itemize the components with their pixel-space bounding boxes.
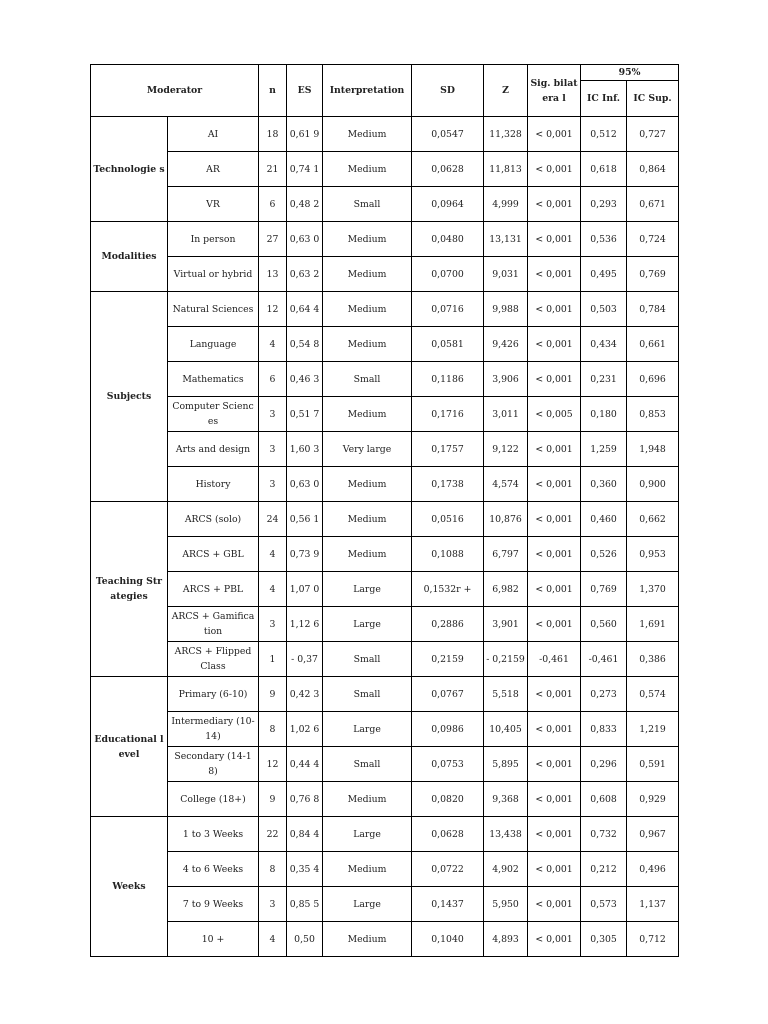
interpretation-cell: Medium (323, 257, 412, 292)
header-es: ES (287, 65, 323, 117)
ic-sup-cell: 0,591 (627, 747, 679, 782)
ic-inf-cell: 0,212 (581, 852, 627, 887)
es-cell: 0,42 3 (287, 677, 323, 712)
table-row (91, 922, 679, 957)
ic-sup-cell: 0,967 (627, 817, 679, 852)
z-cell: 9,031 (484, 257, 528, 292)
z-cell: 5,518 (484, 677, 528, 712)
sd-cell: 0,0628 (412, 817, 484, 852)
sig-cell: < 0,001 (528, 467, 581, 502)
ic-sup-cell: 0,574 (627, 677, 679, 712)
row-label: Arts and design (168, 432, 259, 467)
row-label: Natural Sciences (168, 292, 259, 327)
row-label: ARCS + PBL (168, 572, 259, 607)
row-label: VR (168, 187, 259, 222)
row-label: Virtual or hybrid (168, 257, 259, 292)
ic-sup-cell: 0,853 (627, 397, 679, 432)
n-cell: 21 (259, 152, 287, 187)
header-ic-sup: IC Sup. (627, 81, 679, 117)
sig-cell: < 0,001 (528, 817, 581, 852)
row-label: History (168, 467, 259, 502)
ic-inf-cell: 0,360 (581, 467, 627, 502)
ic-inf-cell: 0,180 (581, 397, 627, 432)
sd-cell: 0,1757 (412, 432, 484, 467)
sig-cell: < 0,001 (528, 152, 581, 187)
ic-inf-cell: 0,833 (581, 712, 627, 747)
ic-sup-cell: 0,769 (627, 257, 679, 292)
table-row (91, 782, 679, 817)
sd-cell: 0,1186 (412, 362, 484, 397)
sig-cell: < 0,001 (528, 572, 581, 607)
ic-inf-cell: 0,273 (581, 677, 627, 712)
interpretation-cell: Small (323, 642, 412, 677)
z-cell: 4,893 (484, 922, 528, 957)
table-row (91, 502, 679, 537)
sig-cell: < 0,001 (528, 747, 581, 782)
interpretation-cell: Large (323, 607, 412, 642)
sd-cell: 0,0716 (412, 292, 484, 327)
z-cell: 11,328 (484, 117, 528, 152)
ic-inf-cell: 0,608 (581, 782, 627, 817)
row-label: ARCS + Flipped Class (168, 642, 259, 677)
sig-cell: < 0,001 (528, 607, 581, 642)
sd-cell: 0,0964 (412, 187, 484, 222)
z-cell: 11,813 (484, 152, 528, 187)
header-ic-inf: IC Inf. (581, 81, 627, 117)
es-cell: 0,63 2 (287, 257, 323, 292)
es-cell: 0,64 4 (287, 292, 323, 327)
header-sig: Sig. bilatera l (528, 65, 581, 117)
ic-sup-cell: 0,386 (627, 642, 679, 677)
es-cell: 0,35 4 (287, 852, 323, 887)
sd-cell: 0,0986 (412, 712, 484, 747)
es-cell: 0,44 4 (287, 747, 323, 782)
n-cell: 27 (259, 222, 287, 257)
es-cell: 1,02 6 (287, 712, 323, 747)
n-cell: 3 (259, 397, 287, 432)
sig-cell: < 0,005 (528, 397, 581, 432)
group-label: Modalities (91, 222, 168, 292)
table-row (91, 747, 679, 782)
sd-cell: 0,0547 (412, 117, 484, 152)
z-cell: 10,876 (484, 502, 528, 537)
ic-sup-cell: 0,662 (627, 502, 679, 537)
ic-sup-cell: 0,727 (627, 117, 679, 152)
table-row (91, 572, 679, 607)
ic-sup-cell: 0,496 (627, 852, 679, 887)
table-row (91, 187, 679, 222)
z-cell: 4,999 (484, 187, 528, 222)
es-cell: 0,85 5 (287, 887, 323, 922)
es-cell: 1,60 3 (287, 432, 323, 467)
z-cell: 9,368 (484, 782, 528, 817)
es-cell: 0,63 0 (287, 467, 323, 502)
row-label: 1 to 3 Weeks (168, 817, 259, 852)
ic-sup-cell: 0,929 (627, 782, 679, 817)
ic-inf-cell: 0,618 (581, 152, 627, 187)
table-row (91, 642, 679, 677)
ic-inf-cell: 0,495 (581, 257, 627, 292)
sig-cell: < 0,001 (528, 257, 581, 292)
table-row (91, 817, 679, 852)
n-cell: 4 (259, 537, 287, 572)
sig-cell: < 0,001 (528, 362, 581, 397)
interpretation-cell: Small (323, 677, 412, 712)
sig-cell: < 0,001 (528, 712, 581, 747)
sig-cell: < 0,001 (528, 922, 581, 957)
ic-inf-cell: 0,503 (581, 292, 627, 327)
ic-sup-cell: 0,953 (627, 537, 679, 572)
row-label: AI (168, 117, 259, 152)
row-label: ARCS + Gamification (168, 607, 259, 642)
n-cell: 1 (259, 642, 287, 677)
n-cell: 22 (259, 817, 287, 852)
ic-inf-cell: 0,293 (581, 187, 627, 222)
header-ci: 95% (581, 65, 679, 81)
n-cell: 6 (259, 362, 287, 397)
sd-cell: 0,0480 (412, 222, 484, 257)
interpretation-cell: Small (323, 187, 412, 222)
ic-inf-cell: 0,231 (581, 362, 627, 397)
sig-cell: < 0,001 (528, 187, 581, 222)
ic-inf-cell: 0,526 (581, 537, 627, 572)
n-cell: 18 (259, 117, 287, 152)
row-label: 7 to 9 Weeks (168, 887, 259, 922)
interpretation-cell: Medium (323, 467, 412, 502)
sig-cell: < 0,001 (528, 852, 581, 887)
row-label: College (18+) (168, 782, 259, 817)
ic-sup-cell: 0,724 (627, 222, 679, 257)
n-cell: 13 (259, 257, 287, 292)
row-label: ARCS (solo) (168, 502, 259, 537)
interpretation-cell: Large (323, 817, 412, 852)
row-label: Mathematics (168, 362, 259, 397)
ic-sup-cell: 1,137 (627, 887, 679, 922)
table-row (91, 222, 679, 257)
sd-cell: 0,0767 (412, 677, 484, 712)
sig-cell: < 0,001 (528, 782, 581, 817)
sig-cell: < 0,001 (528, 222, 581, 257)
row-label: 10 + (168, 922, 259, 957)
sd-cell: 0,2159 (412, 642, 484, 677)
table-row (91, 467, 679, 502)
n-cell: 8 (259, 712, 287, 747)
ic-inf-cell: 0,512 (581, 117, 627, 152)
group-label: Subjects (91, 292, 168, 502)
table-row (91, 432, 679, 467)
ic-sup-cell: 0,661 (627, 327, 679, 362)
sig-cell: < 0,001 (528, 432, 581, 467)
sd-cell: 0,0628 (412, 152, 484, 187)
z-cell: 5,895 (484, 747, 528, 782)
ic-sup-cell: 0,900 (627, 467, 679, 502)
table-row (91, 677, 679, 712)
interpretation-cell: Medium (323, 327, 412, 362)
interpretation-cell: Medium (323, 152, 412, 187)
ic-sup-cell: 0,671 (627, 187, 679, 222)
z-cell: 3,906 (484, 362, 528, 397)
n-cell: 3 (259, 432, 287, 467)
row-label: Primary (6-10) (168, 677, 259, 712)
group-label: Technologie s (91, 117, 168, 222)
group-label: Educational level (91, 677, 168, 817)
row-label: In person (168, 222, 259, 257)
table-row (91, 327, 679, 362)
sd-cell: 0,1088 (412, 537, 484, 572)
ic-inf-cell: 0,434 (581, 327, 627, 362)
n-cell: 6 (259, 187, 287, 222)
z-cell: 13,438 (484, 817, 528, 852)
ic-inf-cell: 0,560 (581, 607, 627, 642)
interpretation-cell: Medium (323, 537, 412, 572)
sig-cell: < 0,001 (528, 887, 581, 922)
table-row (91, 537, 679, 572)
table-row (91, 397, 679, 432)
table-header (91, 65, 679, 117)
ic-sup-cell: 0,696 (627, 362, 679, 397)
z-cell: 5,950 (484, 887, 528, 922)
sig-cell: < 0,001 (528, 502, 581, 537)
row-label: 4 to 6 Weeks (168, 852, 259, 887)
es-cell: 0,51 7 (287, 397, 323, 432)
sd-cell: 0,0516 (412, 502, 484, 537)
header-interpretation: Interpretation (323, 65, 412, 117)
es-cell: 0,61 9 (287, 117, 323, 152)
ic-sup-cell: 1,370 (627, 572, 679, 607)
sig-cell: -0,461 (528, 642, 581, 677)
ic-sup-cell: 1,948 (627, 432, 679, 467)
row-label: AR (168, 152, 259, 187)
es-cell: - 0,37 (287, 642, 323, 677)
interpretation-cell: Medium (323, 782, 412, 817)
table-row (91, 152, 679, 187)
sd-cell: 0,0820 (412, 782, 484, 817)
interpretation-cell: Large (323, 887, 412, 922)
row-label: Language (168, 327, 259, 362)
header-z: Z (484, 65, 528, 117)
z-cell: 4,902 (484, 852, 528, 887)
sig-cell: < 0,001 (528, 677, 581, 712)
table-row (91, 117, 679, 152)
es-cell: 1,07 0 (287, 572, 323, 607)
table-row (91, 362, 679, 397)
es-cell: 0,73 9 (287, 537, 323, 572)
table-row (91, 887, 679, 922)
es-cell: 0,54 8 (287, 327, 323, 362)
header-moderator: Moderator (91, 65, 259, 117)
sd-cell: 0,1738 (412, 467, 484, 502)
sig-cell: < 0,001 (528, 537, 581, 572)
z-cell: 3,011 (484, 397, 528, 432)
table-body (91, 117, 679, 957)
z-cell: 10,405 (484, 712, 528, 747)
z-cell: 9,122 (484, 432, 528, 467)
es-cell: 0,74 1 (287, 152, 323, 187)
z-cell: 6,982 (484, 572, 528, 607)
n-cell: 9 (259, 677, 287, 712)
table-row (91, 852, 679, 887)
es-cell: 0,76 8 (287, 782, 323, 817)
interpretation-cell: Large (323, 712, 412, 747)
ic-inf-cell: 0,732 (581, 817, 627, 852)
n-cell: 12 (259, 747, 287, 782)
z-cell: 6,797 (484, 537, 528, 572)
table-row (91, 257, 679, 292)
n-cell: 8 (259, 852, 287, 887)
row-label: ARCS + GBL (168, 537, 259, 572)
interpretation-cell: Small (323, 747, 412, 782)
ic-sup-cell: 0,864 (627, 152, 679, 187)
es-cell: 0,56 1 (287, 502, 323, 537)
z-cell: 13,131 (484, 222, 528, 257)
sd-cell: 0,1040 (412, 922, 484, 957)
es-cell: 0,63 0 (287, 222, 323, 257)
ic-inf-cell: 0,305 (581, 922, 627, 957)
moderator-results-table (90, 64, 679, 957)
n-cell: 3 (259, 607, 287, 642)
sd-cell: 0,0581 (412, 327, 484, 362)
ic-sup-cell: 0,784 (627, 292, 679, 327)
ic-inf-cell: 1,259 (581, 432, 627, 467)
n-cell: 24 (259, 502, 287, 537)
es-cell: 0,48 2 (287, 187, 323, 222)
header-sd: SD (412, 65, 484, 117)
n-cell: 4 (259, 922, 287, 957)
z-cell: 9,988 (484, 292, 528, 327)
ic-inf-cell: 0,573 (581, 887, 627, 922)
sd-cell: 0,1437 (412, 887, 484, 922)
sig-cell: < 0,001 (528, 327, 581, 362)
group-label: Weeks (91, 817, 168, 957)
sd-cell: 0,0722 (412, 852, 484, 887)
es-cell: 0,84 4 (287, 817, 323, 852)
sig-cell: < 0,001 (528, 117, 581, 152)
row-label: Secondary (14-18) (168, 747, 259, 782)
table-row (91, 607, 679, 642)
ic-inf-cell: -0,461 (581, 642, 627, 677)
n-cell: 3 (259, 887, 287, 922)
interpretation-cell: Large (323, 572, 412, 607)
sd-cell: 0,0700 (412, 257, 484, 292)
row-label: Computer Sciences (168, 397, 259, 432)
ic-inf-cell: 0,460 (581, 502, 627, 537)
z-cell: 9,426 (484, 327, 528, 362)
n-cell: 9 (259, 782, 287, 817)
table-row (91, 712, 679, 747)
ic-inf-cell: 0,769 (581, 572, 627, 607)
n-cell: 4 (259, 327, 287, 362)
es-cell: 0,50 (287, 922, 323, 957)
table-row (91, 292, 679, 327)
interpretation-cell: Small (323, 362, 412, 397)
sig-cell: < 0,001 (528, 292, 581, 327)
interpretation-cell: Medium (323, 397, 412, 432)
interpretation-cell: Medium (323, 117, 412, 152)
ic-inf-cell: 0,296 (581, 747, 627, 782)
interpretation-cell: Very large (323, 432, 412, 467)
n-cell: 4 (259, 572, 287, 607)
interpretation-cell: Medium (323, 222, 412, 257)
ic-sup-cell: 0,712 (627, 922, 679, 957)
z-cell: 4,574 (484, 467, 528, 502)
sd-cell: 0,0753 (412, 747, 484, 782)
row-label: Intermediary (10-14) (168, 712, 259, 747)
es-cell: 1,12 6 (287, 607, 323, 642)
interpretation-cell: Medium (323, 852, 412, 887)
n-cell: 3 (259, 467, 287, 502)
interpretation-cell: Medium (323, 292, 412, 327)
z-cell: - 0,2159 (484, 642, 528, 677)
group-label: Teaching Strategies (91, 502, 168, 677)
z-cell: 3,901 (484, 607, 528, 642)
ic-inf-cell: 0,536 (581, 222, 627, 257)
interpretation-cell: Medium (323, 502, 412, 537)
header-n: n (259, 65, 287, 117)
sd-cell: 0,2886 (412, 607, 484, 642)
n-cell: 12 (259, 292, 287, 327)
interpretation-cell: Medium (323, 922, 412, 957)
ic-sup-cell: 1,691 (627, 607, 679, 642)
sd-cell: 0,1716 (412, 397, 484, 432)
sd-cell: 0,1532r + (412, 572, 484, 607)
es-cell: 0,46 3 (287, 362, 323, 397)
ic-sup-cell: 1,219 (627, 712, 679, 747)
